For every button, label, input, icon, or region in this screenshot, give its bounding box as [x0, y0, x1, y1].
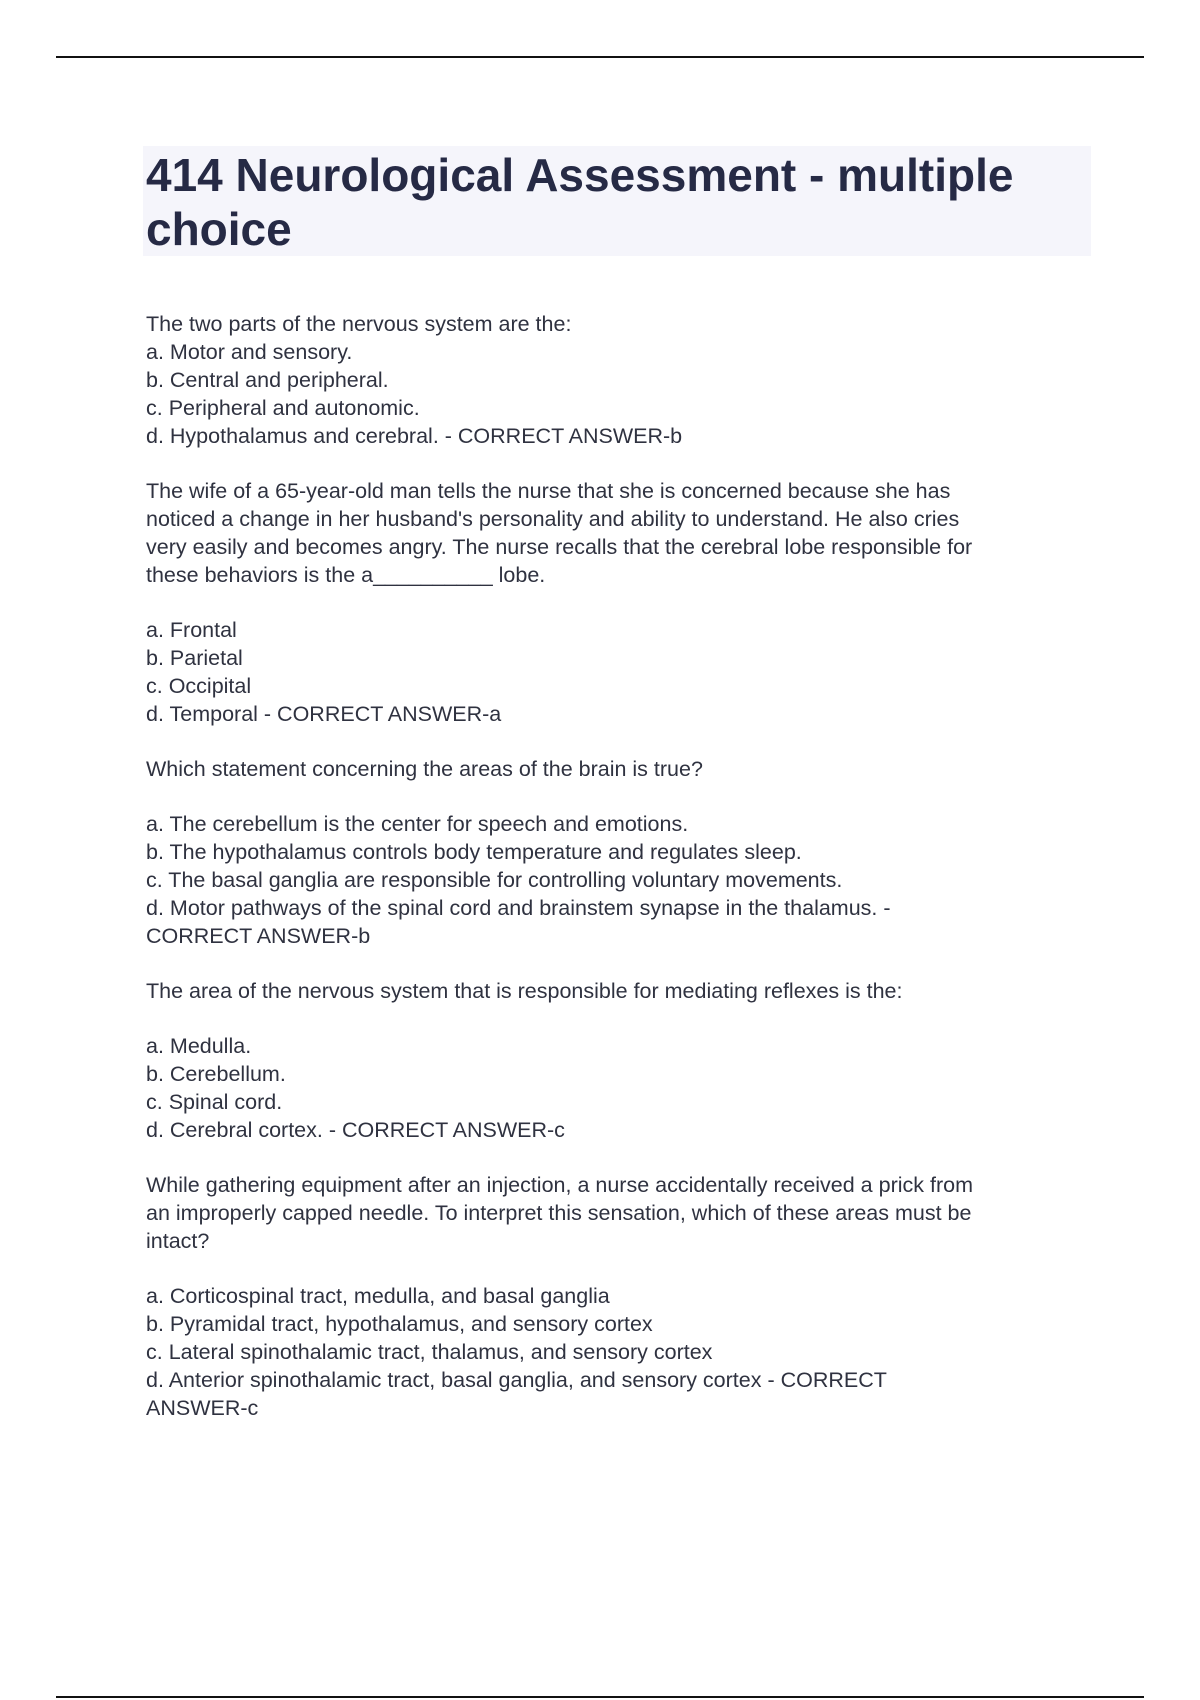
answer-option-line: d. Hypothalamus and cerebral. - CORRECT ANSWER-b — [146, 424, 683, 448]
question-stem-line: these behaviors is the a__________ lobe. — [146, 563, 546, 587]
question-stem — [146, 477, 1086, 589]
answer-option-line: b. The hypothalamus controls body temperature and regulates sleep. — [146, 840, 802, 864]
answer-option-line: b. Central and peripheral. — [146, 368, 389, 392]
answer-options — [146, 616, 1086, 728]
answer-option-line: a. Frontal — [146, 618, 237, 642]
question-stem-line: The area of the nervous system that is responsible for mediating reflexes is the: — [146, 979, 903, 1003]
top-rule — [56, 56, 1144, 58]
answer-option-line: a. The cerebellum is the center for speech and emotions. — [146, 812, 689, 836]
question-stem-line: The two parts of the nervous system are the: — [146, 312, 572, 336]
spacer — [146, 1255, 1086, 1282]
spacer — [146, 589, 1086, 616]
question-stem-line: an improperly capped needle. To interpret this sensation, which of these areas must be — [146, 1201, 972, 1225]
answer-option-line: CORRECT ANSWER-b — [146, 924, 371, 948]
question-list — [146, 310, 1086, 1449]
question-stem — [146, 310, 1086, 338]
question-stem-line: noticed a change in her husband's personality and ability to understand. He also cries — [146, 507, 960, 531]
question-stem — [146, 1171, 1086, 1255]
bottom-rule — [56, 1696, 1144, 1698]
answer-option-line: c. Lateral spinothalamic tract, thalamus, and sensory cortex — [146, 1340, 713, 1364]
question-block — [146, 977, 1086, 1144]
answer-option-line: b. Parietal — [146, 646, 243, 670]
question-block — [146, 310, 1086, 450]
question-block — [146, 1171, 1086, 1422]
question-stem-line: While gathering equipment after an injection, a nurse accidentally received a prick from — [146, 1173, 973, 1197]
question-block — [146, 755, 1086, 950]
answer-options — [146, 1282, 1086, 1422]
spacer — [146, 1005, 1086, 1032]
answer-option-line: c. Spinal cord. — [146, 1090, 283, 1114]
question-stem-line: very easily and becomes angry. The nurse recalls that the cerebral lobe responsible for — [146, 535, 973, 559]
answer-option-line: a. Motor and sensory. — [146, 340, 353, 364]
answer-option-line: b. Cerebellum. — [146, 1062, 286, 1086]
answer-option-line: d. Anterior spinothalamic tract, basal ganglia, and sensory cortex - CORRECT — [146, 1368, 887, 1392]
answer-option-line: ANSWER-c — [146, 1396, 259, 1420]
question-stem-line: intact? — [146, 1229, 210, 1253]
answer-options — [146, 338, 1086, 450]
answer-option-line: c. Occipital — [146, 674, 252, 698]
question-block — [146, 477, 1086, 728]
answer-option-line: a. Corticospinal tract, medulla, and basal ganglia — [146, 1284, 610, 1308]
answer-option-line: c. Peripheral and autonomic. — [146, 396, 420, 420]
answer-option-line: a. Medulla. — [146, 1034, 252, 1058]
answer-options — [146, 810, 1086, 950]
answer-option-line: d. Motor pathways of the spinal cord and brainstem synapse in the thalamus. - — [146, 896, 891, 920]
question-stem-line: The wife of a 65-year-old man tells the nurse that she is concerned because she has — [146, 479, 951, 503]
spacer — [146, 783, 1086, 810]
answer-option-line: d. Temporal - CORRECT ANSWER-a — [146, 702, 502, 726]
question-stem — [146, 977, 1086, 1005]
answer-option-line: d. Cerebral cortex. - CORRECT ANSWER-c — [146, 1118, 565, 1142]
question-stem — [146, 755, 1086, 783]
answer-option-line: c. The basal ganglia are responsible for controlling voluntary movements. — [146, 868, 843, 892]
answer-options — [146, 1032, 1086, 1144]
question-stem-line: Which statement concerning the areas of the brain is true? — [146, 757, 703, 781]
document-title: 414 Neurological Assessment - multiple choice — [146, 149, 1014, 255]
answer-option-line: b. Pyramidal tract, hypothalamus, and sensory cortex — [146, 1312, 653, 1336]
